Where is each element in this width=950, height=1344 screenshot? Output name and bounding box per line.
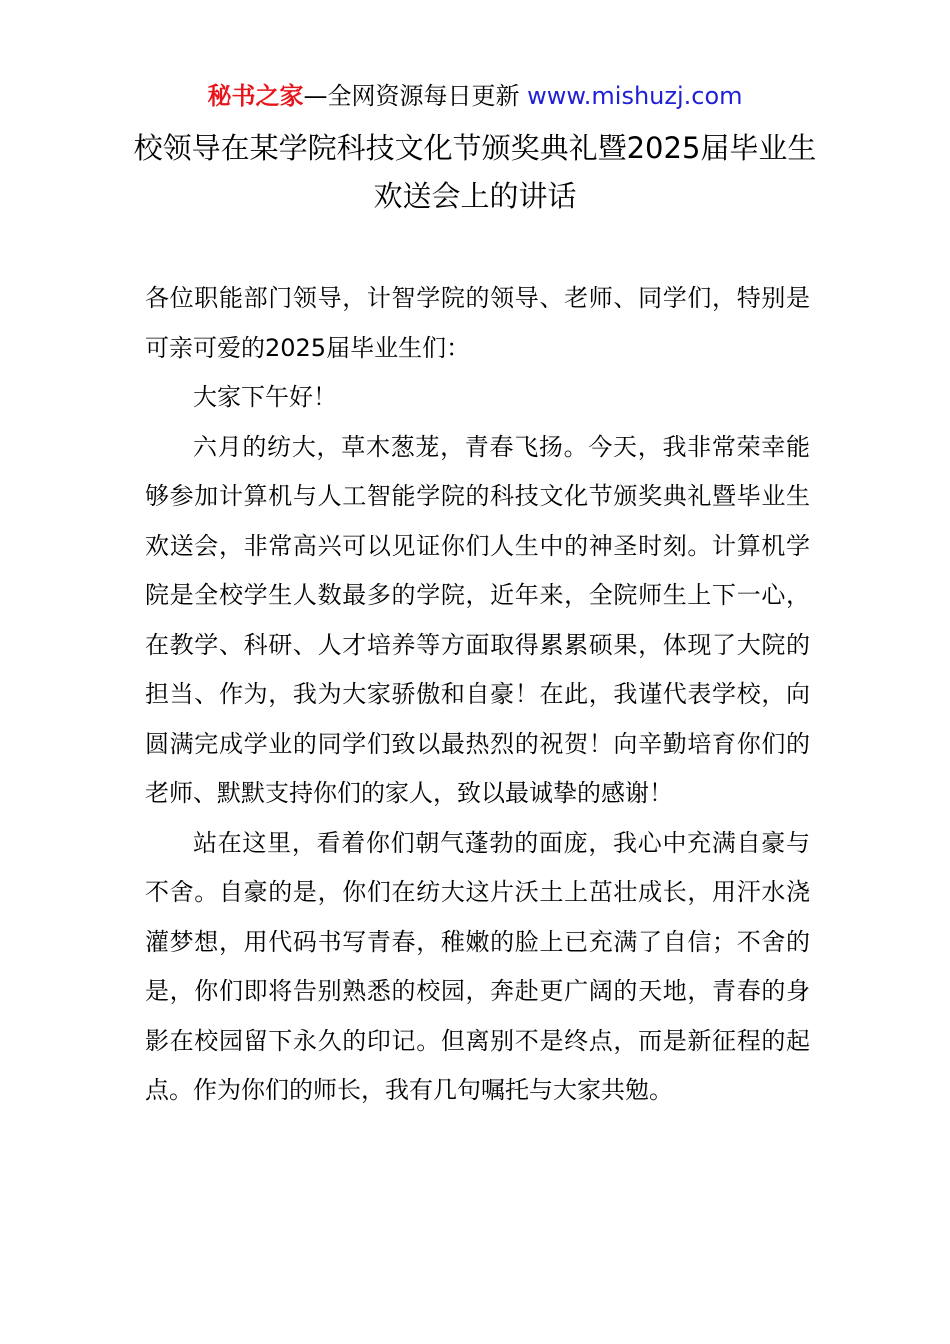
body-paragraph: 六月的纺大，草木葱茏，青春飞扬。今天，我非常荣幸能够参加计算机与人工智能学院的科技文化节颁奖典礼暨毕业生欢送会，非常高兴可以见证你们人生中的神圣时刻。计算机学院是全校学生人数最多的学院，近年来，全院师生上下一心，在教学、科研、人才培养等方面取得累累硕果，体现了大院的担当、作为，我为大家骄傲和自豪！在此，我谨代表学校，向圆满完成学业的同学们致以最热烈的祝贺！向辛勤培育你们的老师、默默支持你们的家人，致以最诚挚的感谢！ xyxy=(145,432,810,807)
salutation-paragraph: 各位职能部门领导，计智学院的领导、老师、同学们，特别是可亲可爱的2025届毕业生们： xyxy=(145,284,810,362)
brand-name: 秘书之家 xyxy=(207,82,304,110)
body-paragraph: 站在这里，看着你们朝气蓬勃的面庞，我心中充满自豪与不舍。自豪的是，你们在纺大这片沃土上茁壮成长，用汗水浇灌梦想，用代码书写青春，稚嫩的脸上已充满了自信；不舍的是，你们即将告别熟悉的校园，奔赴更广阔的天地，青春的身影在校园留下永久的印记。但离别不是终点，而是新征程的起点。作为你们的师长，我有几句嘱托与大家共勉。 xyxy=(145,828,810,1104)
site-url-link[interactable]: www.mishuzj.com xyxy=(527,82,743,110)
header-tagline: —全网资源每日更新 xyxy=(303,82,528,110)
document-title: 校领导在某学院科技文化节颁奖典礼暨2025届毕业生欢送会上的讲话 xyxy=(133,131,817,213)
document-body xyxy=(145,274,810,1116)
site-header xyxy=(0,80,950,112)
greeting-paragraph: 大家下午好！ xyxy=(193,383,337,411)
